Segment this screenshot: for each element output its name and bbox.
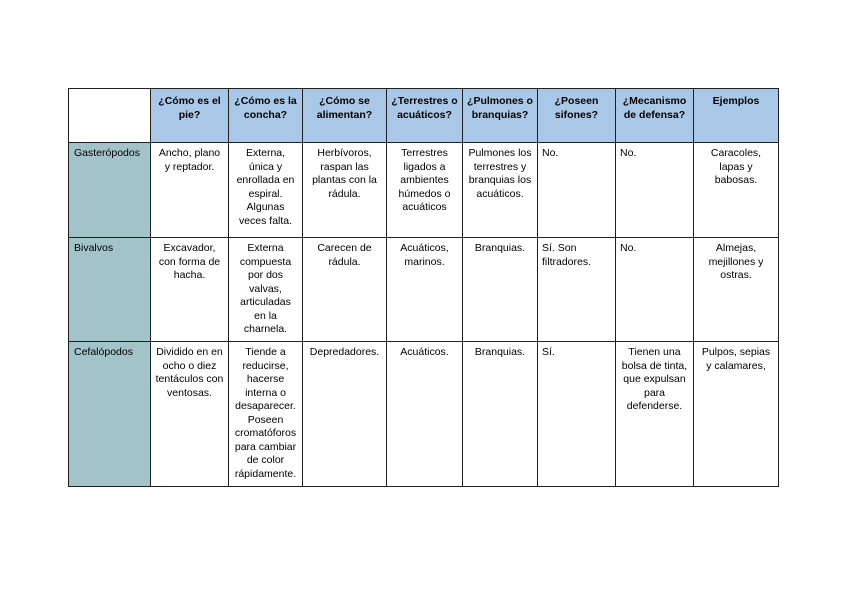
- header-habitat: ¿Terrestres o acuáticos?: [387, 89, 463, 143]
- header-ejemplos: Ejemplos: [694, 89, 779, 143]
- header-concha: ¿Cómo es la concha?: [229, 89, 303, 143]
- table-cell: Sí.: [538, 342, 616, 487]
- table-cell: Acuáticos, marinos.: [387, 238, 463, 342]
- row-header-gasteropodos: Gasterópodos: [69, 143, 151, 238]
- table-cell: Branquias.: [463, 342, 538, 487]
- table-cell: Excavador, con forma de hacha.: [151, 238, 229, 342]
- header-alimentacion: ¿Cómo se alimentan?: [303, 89, 387, 143]
- table-cell: Acuáticos.: [387, 342, 463, 487]
- header-defensa: ¿Mecanismo de defensa?: [616, 89, 694, 143]
- table-cell: Carecen de rádula.: [303, 238, 387, 342]
- table-cell: Almejas, mejillones y ostras.: [694, 238, 779, 342]
- table-cell: Externa compuesta por dos valvas, articuladas en la charnela.: [229, 238, 303, 342]
- table-cell: Externa, única y enrollada en espiral. Algunas veces falta.: [229, 143, 303, 238]
- table-cell: Herbívoros, raspan las plantas con la rádula.: [303, 143, 387, 238]
- table-row: [69, 143, 779, 238]
- table-cell: Dividido en en ocho o diez tentáculos con ventosas.: [151, 342, 229, 487]
- document-page: [68, 88, 779, 487]
- table-cell: Branquias.: [463, 238, 538, 342]
- table-cell: Pulpos, sepias y calamares,: [694, 342, 779, 487]
- table-cell: Pulmones los terrestres y branquias los acuáticos.: [463, 143, 538, 238]
- header-row: [69, 89, 779, 143]
- table-cell: Ancho, plano y reptador.: [151, 143, 229, 238]
- table-cell: Caracoles, lapas y babosas.: [694, 143, 779, 238]
- table-cell: Depredadores.: [303, 342, 387, 487]
- header-respiracion: ¿Pulmones o branquias?: [463, 89, 538, 143]
- table-row: [69, 238, 779, 342]
- table-cell: Tienen una bolsa de tinta, que expulsan para defenderse.: [616, 342, 694, 487]
- corner-cell: [69, 89, 151, 143]
- table-row: [69, 342, 779, 487]
- table-cell: Tiende a reducirse, hacerse interna o desaparecer. Poseen cromatóforos para cambiar de color rápidamente.: [229, 342, 303, 487]
- header-sifones: ¿Poseen sifones?: [538, 89, 616, 143]
- mollusk-comparison-table: [68, 88, 779, 487]
- header-pie: ¿Cómo es el pie?: [151, 89, 229, 143]
- table-cell: No.: [616, 238, 694, 342]
- table-cell: Sí. Son filtradores.: [538, 238, 616, 342]
- row-header-cefalopodos: Cefalópodos: [69, 342, 151, 487]
- table-cell: No.: [538, 143, 616, 238]
- row-header-bivalvos: Bivalvos: [69, 238, 151, 342]
- table-cell: Terrestres ligados a ambientes húmedos o acuáticos: [387, 143, 463, 238]
- table-cell: No.: [616, 143, 694, 238]
